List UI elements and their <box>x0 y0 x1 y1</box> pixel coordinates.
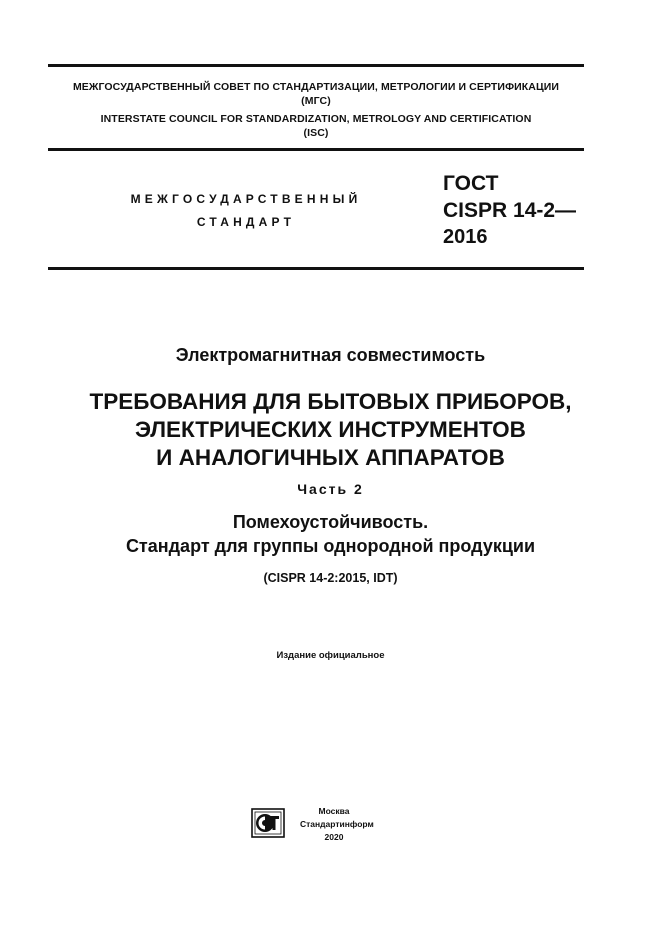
main-title <box>0 388 661 472</box>
middle-rule <box>48 148 584 151</box>
edition-note: Издание официальное <box>276 650 385 661</box>
subject-heading: Электромагнитная совместимость <box>175 345 486 365</box>
publisher-block <box>300 805 374 844</box>
main-title-line1: ТРЕБОВАНИЯ ДЛЯ БЫТОВЫХ ПРИБОРОВ, <box>89 389 572 414</box>
top-rule <box>48 64 584 67</box>
part-title <box>0 510 661 558</box>
logo-graphic <box>251 808 285 838</box>
council-en-line: INTERSTATE COUNCIL FOR STANDARDIZATION, METROLOGY AND CERTIFICATION <box>100 113 532 125</box>
standard-type <box>96 188 396 234</box>
main-title-line3: И АНАЛОГИЧНЫХ АППАРАТОВ <box>156 445 505 470</box>
standard-type-line2: СТАНДАРТ <box>196 215 296 229</box>
council-en-abbr: (ISC) <box>303 127 329 139</box>
publisher-year: 2020 <box>324 832 344 842</box>
standard-designation <box>443 170 576 251</box>
council-name-ru <box>48 80 584 108</box>
part-label: Часть 2 <box>297 481 364 497</box>
council-ru-abbr: (МГС) <box>301 95 331 107</box>
bottom-rule <box>48 267 584 270</box>
designation-prefix: ГОСТ <box>443 172 499 195</box>
international-reference: (CISPR 14-2:2015, IDT) <box>263 571 398 585</box>
part-title-line2: Стандарт для группы однородной продукции <box>125 536 536 556</box>
council-ru-line: МЕЖГОСУДАРСТВЕННЫЙ СОВЕТ ПО СТАНДАРТИЗАЦИИ, МЕТРОЛОГИИ И СЕРТИФИКАЦИИ <box>72 81 560 93</box>
council-name-en <box>48 112 584 140</box>
publisher-name: Стандартинформ <box>300 819 374 829</box>
main-title-line2: ЭЛЕКТРИЧЕСКИХ ИНСТРУМЕНТОВ <box>135 417 526 442</box>
publisher-city: Москва <box>318 806 350 816</box>
standard-type-line1: МЕЖГОСУДАРСТВЕННЫЙ <box>130 192 362 206</box>
part-title-line1: Помехоустойчивость. <box>232 512 429 532</box>
standartinform-logo-icon <box>251 808 285 838</box>
designation-number: CISPR 14-2— <box>443 199 577 222</box>
designation-year: 2016 <box>443 226 488 248</box>
